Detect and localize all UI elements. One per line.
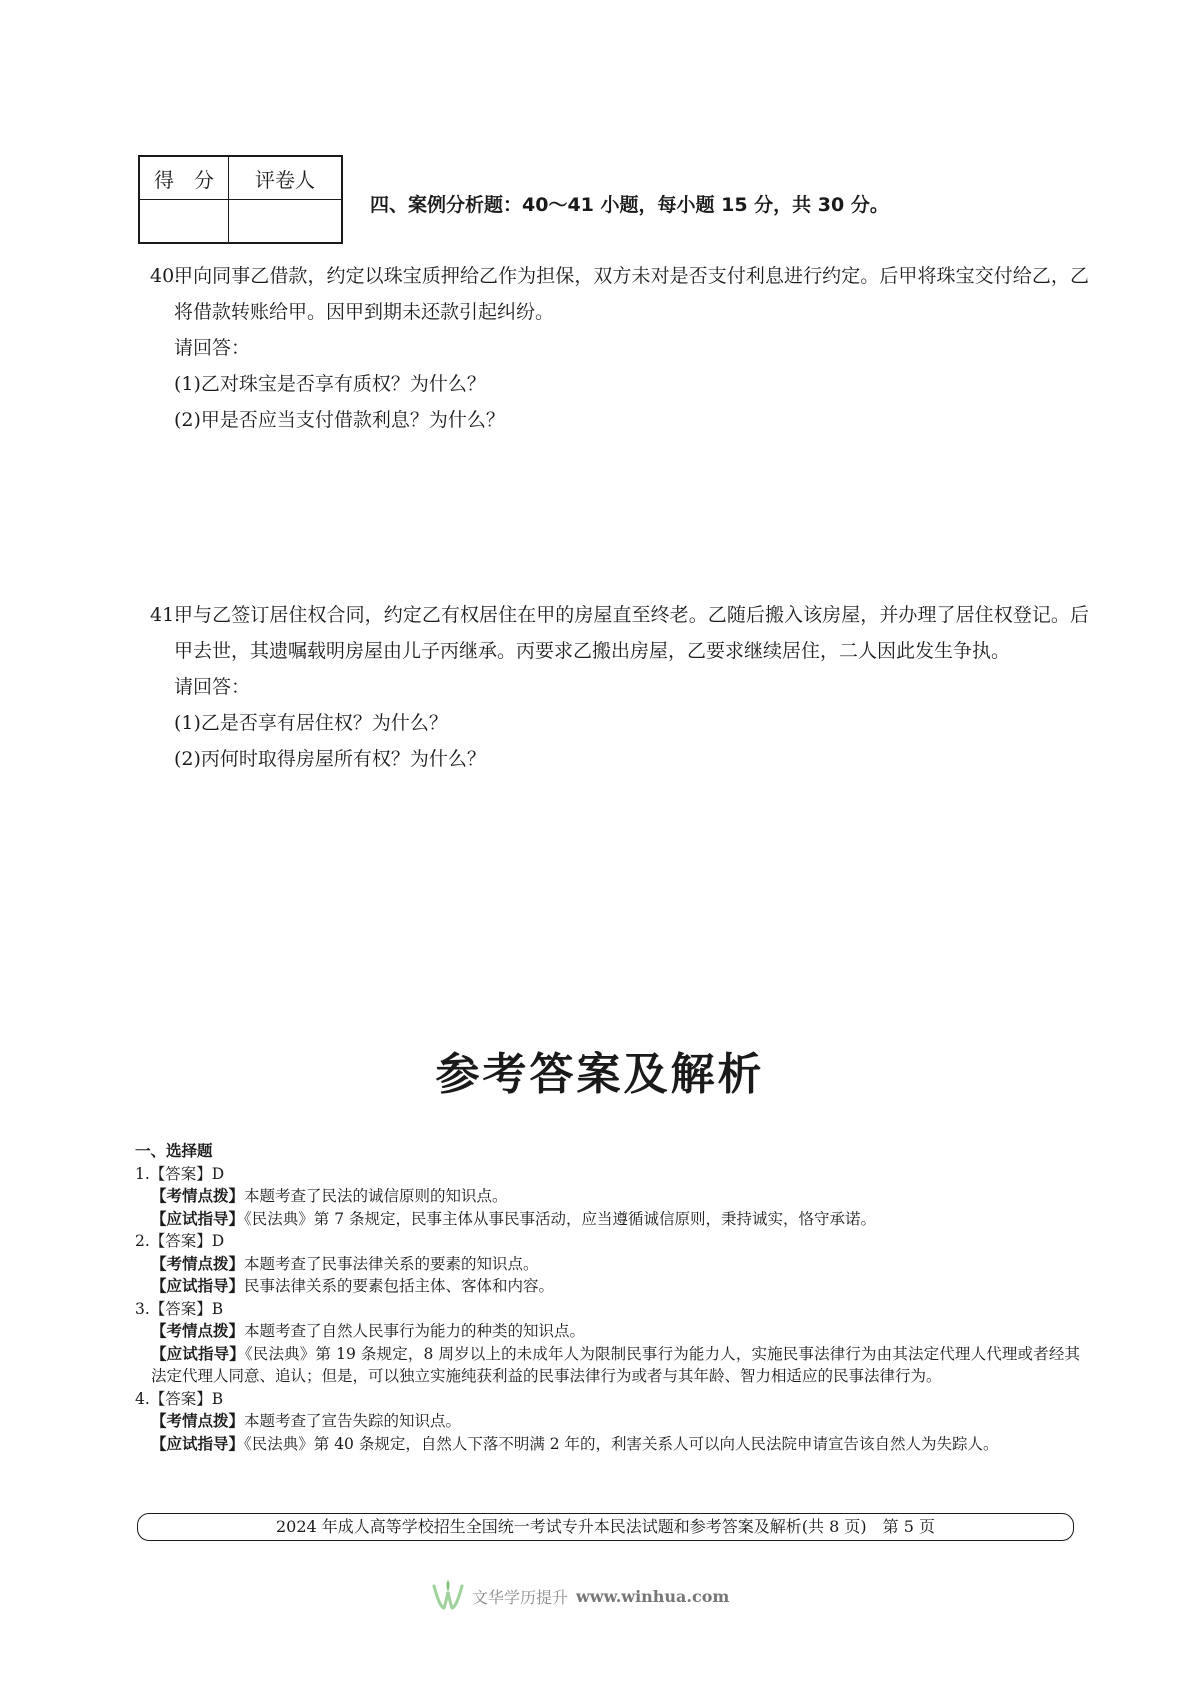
point-line [151,1410,1080,1433]
answer-line: 4.【答案】B [135,1389,224,1408]
guide-line [151,1208,1080,1231]
point-tag: 【考情点拨】 [151,1322,245,1340]
point-line [151,1320,1080,1343]
guide-tag: 【应试指导】 [151,1344,245,1363]
guide-tag: 【应试指导】 [151,1209,245,1228]
point-text: 本题考查了宣告失踪的知识点。 [244,1412,462,1430]
sub-question: (1)乙对珠宝是否享有质权？为什么？ [174,373,486,395]
question-41 [150,597,1089,777]
section-heading: 四、案例分析题：40～41 小题，每小题 15 分，共 30 分。 [370,194,889,216]
point-text: 本题考查了自然人民事行为能力的种类的知识点。 [244,1322,586,1340]
guide-text: 《民法典》第 19 条规定，8 周岁以上的未成年人为限制民事行为能力人，实施民事法律行为由其法定代理人代理或者经其法定代理人同意、追认；但是，可以独立实施纯获利益的民事法律行为或者与其年龄、智力相适应的民事法律行为。 [151,1344,1080,1385]
grader-cell [229,200,343,244]
guide-text: 民事法律关系的要素包括主体、客体和内容。 [244,1277,555,1295]
point-tag: 【考情点拨】 [151,1254,245,1273]
point-tag: 【考情点拨】 [151,1412,245,1430]
answers-section-label: 一、选择题 [135,1142,213,1160]
question-number: 40. [150,265,181,287]
point-line [151,1253,1080,1276]
point-text: 本题考查了民事法律关系的要素的知识点。 [244,1254,539,1273]
watermark-name: 文华学历提升 [472,1587,569,1607]
point-text: 本题考查了民法的诚信原则的知识点。 [244,1187,508,1205]
score-label: 得 分 [139,156,229,200]
question-prompt: 请回答： [174,676,251,698]
sub-question: (1)乙是否享有居住权？为什么？ [174,712,448,734]
question-text: 甲向同事乙借款，约定以珠宝质押给乙作为担保，双方未对是否支付利息进行约定。后甲将珠宝交付给乙，乙将借款转账给甲。因甲到期未还款引起纠纷。 [174,265,1089,323]
question-number: 41. [150,604,181,626]
guide-line [151,1343,1080,1388]
answer-line: 2.【答案】D [135,1232,225,1250]
answer-item [135,1298,1080,1388]
answers-title: 参考答案及解析 [435,1049,765,1100]
question-text: 甲与乙签订居住权合同，约定乙有权居住在甲的房屋直至终老。乙随后搬入该房屋，并办理了居住权登记。后甲去世，其遗嘱载明房屋由儿子丙继承。丙要求乙搬出房屋，乙要求继续居住，二人因此发生争执。 [174,604,1089,662]
guide-line [151,1275,1080,1298]
w-leaf-logo-icon [430,1578,466,1614]
answer-item [135,1230,1080,1298]
page-footer: 2024 年成人高等学校招生全国统一考试专升本民法试题和参考答案及解析(共 8 页) 第 5 页 [137,1513,1074,1541]
point-line [151,1185,1080,1208]
watermark [430,1578,729,1614]
score-cell [139,200,229,244]
guide-tag: 【应试指导】 [151,1277,245,1295]
sub-question: (2)丙何时取得房屋所有权？为什么？ [174,748,486,770]
answer-item [135,1388,1080,1456]
grader-label: 评卷人 [229,156,343,200]
answer-line: 3.【答案】B [135,1299,224,1318]
answer-item [135,1163,1080,1231]
answers-section [135,1140,1080,1455]
answer-line: 1.【答案】D [135,1164,225,1183]
sub-question: (2)甲是否应当支付借款利息？为什么？ [174,409,505,431]
guide-text: 《民法典》第 7 条规定，民事主体从事民事活动，应当遵循诚信原则，秉持诚实，恪守承诺。 [244,1209,876,1228]
point-tag: 【考情点拨】 [151,1187,245,1205]
question-40 [150,258,1089,438]
question-prompt: 请回答： [174,337,251,359]
watermark-site[interactable]: www.winhua.com [576,1586,730,1606]
guide-line [151,1433,1080,1456]
guide-text: 《民法典》第 40 条规定，自然人下落不明满 2 年的，利害关系人可以向人民法院申请宣告该自然人为失踪人。 [244,1434,999,1453]
score-table [138,155,343,244]
guide-tag: 【应试指导】 [151,1434,245,1453]
